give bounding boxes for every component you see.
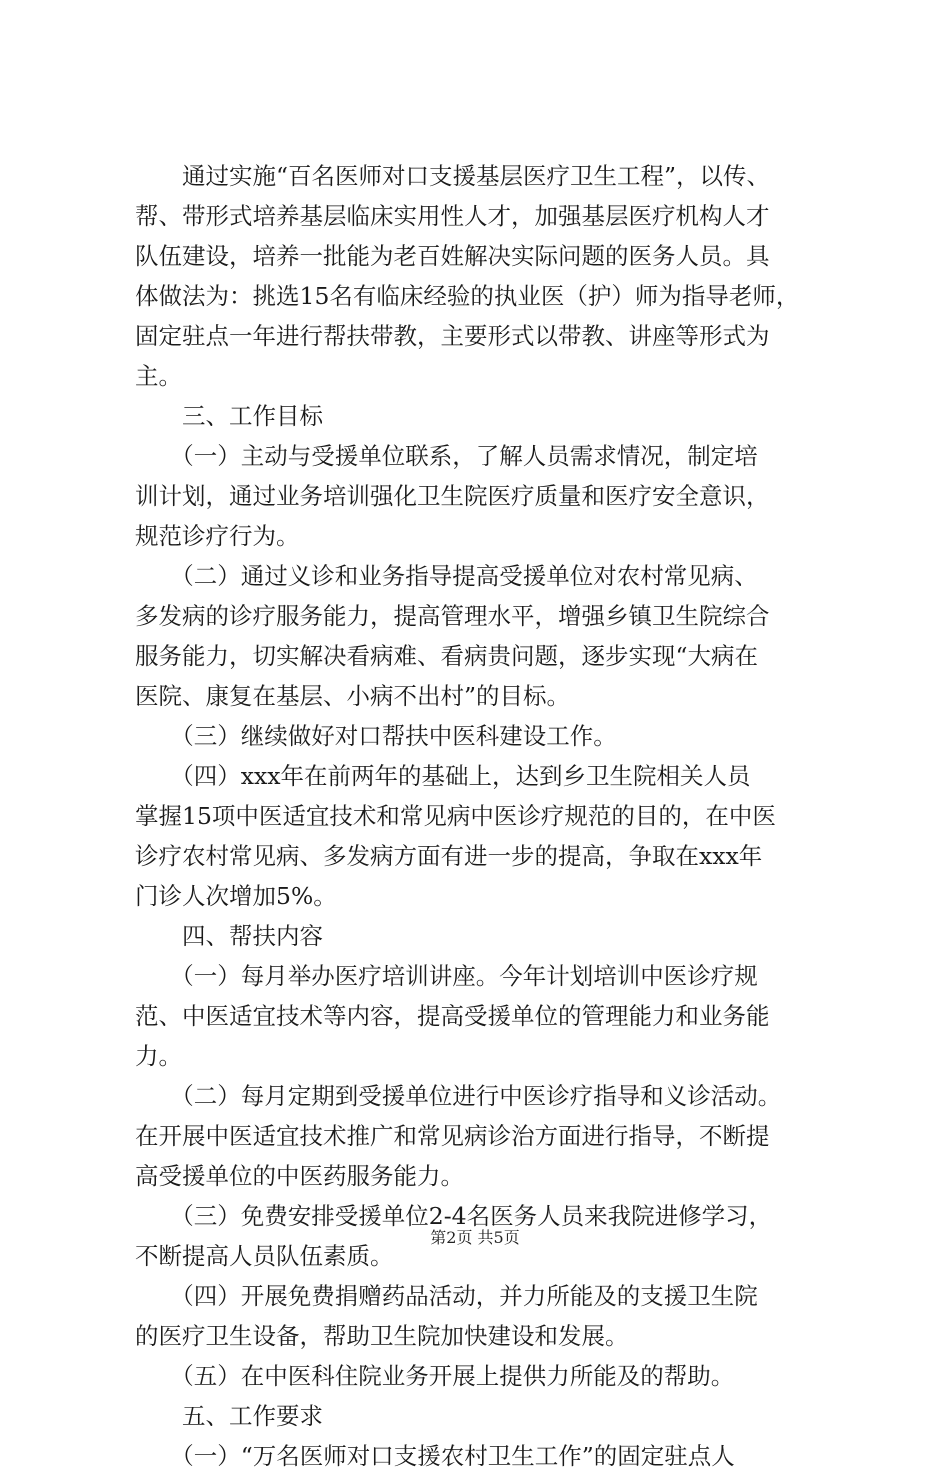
text-line: （四）xxx年在前两年的基础上，达到乡卫生院相关人员 xyxy=(135,762,751,790)
text-line: 范、中医适宜技术等内容，提高受援单位的管理能力和业务能 xyxy=(135,1002,770,1030)
text-line: （五）在中医科住院业务开展上提供力所能及的帮助。 xyxy=(135,1362,735,1390)
section-heading: 四、帮扶内容 xyxy=(135,922,323,950)
text-line: 队伍建设，培养一批能为老百姓解决实际问题的医务人员。具 xyxy=(135,242,770,270)
document-body xyxy=(135,156,835,1476)
section-heading: 三、工作目标 xyxy=(135,402,323,430)
text-line: （一）每月举办医疗培训讲座。今年计划培训中医诊疗规 xyxy=(135,962,758,990)
text-line: 服务能力，切实解决看病难、看病贵问题，逐步实现“大病在 xyxy=(135,642,759,670)
text-line: （三）免费安排受援单位2-4名医务人员来我院进修学习， xyxy=(135,1202,773,1230)
text-line: 掌握15项中医适宜技术和常见病中医诊疗规范的目的，在中医 xyxy=(135,802,776,830)
text-line: 在开展中医适宜技术推广和常见病诊治方面进行指导，不断提 xyxy=(135,1122,770,1150)
text-line: 高受援单位的中医药服务能力。 xyxy=(135,1162,464,1190)
text-line: （一）主动与受援单位联系，了解人员需求情况，制定培 xyxy=(135,442,758,470)
text-line: （二）每月定期到受援单位进行中医诊疗指导和义诊活动。 xyxy=(135,1082,782,1110)
section-heading: 五、工作要求 xyxy=(135,1402,323,1430)
text-line: 主。 xyxy=(135,362,182,390)
text-line: （二）通过义诊和业务指导提高受援单位对农村常见病、 xyxy=(135,562,758,590)
text-line: 帮、带形式培养基层临床实用性人才，加强基层医疗机构人才 xyxy=(135,202,770,230)
text-line: 的医疗卫生设备，帮助卫生院加快建设和发展。 xyxy=(135,1322,629,1350)
text-line: 医院、康复在基层、小病不出村”的目标。 xyxy=(135,682,571,710)
text-line: 固定驻点一年进行帮扶带教，主要形式以带教、讲座等形式为 xyxy=(135,322,770,350)
text-line: （一）“万名医师对口支援农村卫生工作”的固定驻点人 xyxy=(135,1442,735,1470)
text-line: 多发病的诊疗服务能力，提高管理水平，增强乡镇卫生院综合 xyxy=(135,602,770,630)
text-line: 体做法为：挑选15名有临床经验的执业医（护）师为指导老师， xyxy=(135,282,800,310)
text-line: （四）开展免费捐赠药品活动，并力所能及的支援卫生院 xyxy=(135,1282,758,1310)
text-line: 规范诊疗行为。 xyxy=(135,522,300,550)
text-line: 门诊人次增加5%。 xyxy=(135,882,337,910)
text-line: 通过实施“百名医师对口支援基层医疗卫生工程”，以传、 xyxy=(135,162,771,190)
text-line: 训计划，通过业务培训强化卫生院医疗质量和医疗安全意识， xyxy=(135,482,770,510)
text-line: 力。 xyxy=(135,1042,182,1070)
page-number-footer: 第2页 共5页 xyxy=(430,1228,520,1247)
text-line: （三）继续做好对口帮扶中医科建设工作。 xyxy=(135,722,617,750)
text-line: 不断提高人员队伍素质。 xyxy=(135,1242,394,1270)
text-line: 诊疗农村常见病、多发病方面有进一步的提高，争取在xxx年 xyxy=(135,842,763,870)
